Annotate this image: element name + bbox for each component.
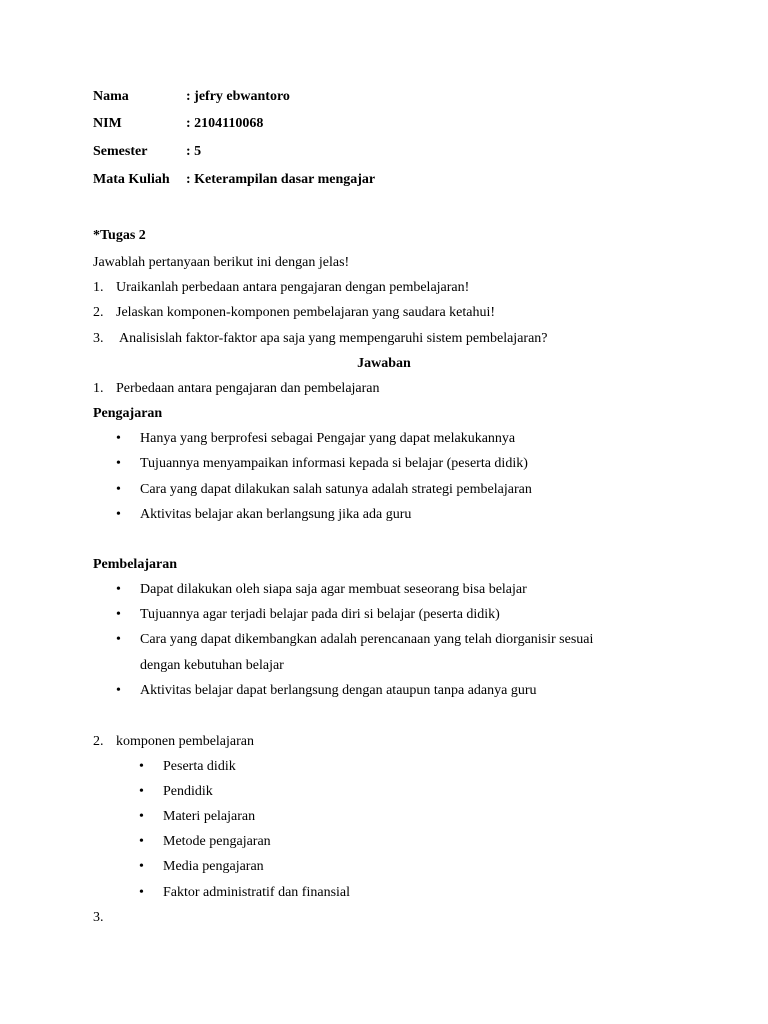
answer-number: 1.	[93, 381, 104, 396]
answer-title: komponen pembelajaran	[116, 734, 255, 749]
bullet-icon: •	[116, 507, 121, 522]
bullet-icon: •	[139, 885, 144, 900]
label-nama: Nama	[93, 89, 129, 104]
bullet-icon: •	[116, 582, 121, 597]
value-nama: : jefry ebwantoro	[186, 89, 290, 104]
value-nim: : 2104110068	[186, 116, 264, 131]
list-item: Tujuannya agar terjadi belajar pada diri si belajar (peserta didik)	[140, 607, 500, 622]
bullet-icon: •	[139, 834, 144, 849]
label-mata-kuliah: Mata Kuliah	[93, 172, 170, 187]
list-item: Pendidik	[163, 784, 213, 799]
task-instruction: Jawablah pertanyaan berikut ini dengan jelas!	[93, 255, 350, 270]
list-item-continuation: dengan kebutuhan belajar	[140, 658, 284, 673]
question-text: Jelaskan komponen-komponen pembelajaran yang saudara ketahui!	[116, 305, 496, 320]
list-item: Aktivitas belajar akan berlangsung jika ada guru	[140, 507, 412, 522]
value-mata-kuliah: : Keterampilan dasar mengajar	[186, 172, 376, 187]
question-text: Analisislah faktor-faktor apa saja yang mempengaruhi sistem pembelajaran?	[119, 331, 548, 346]
bullet-icon: •	[139, 759, 144, 774]
list-item: Faktor administratif dan finansial	[163, 885, 351, 900]
list-item: Hanya yang berprofesi sebagai Pengajar yang dapat melakukannya	[140, 431, 516, 446]
section-heading-pembelajaran: Pembelajaran	[93, 557, 177, 572]
bullet-icon: •	[116, 632, 121, 647]
task-heading: *Tugas 2	[93, 228, 146, 243]
bullet-icon: •	[116, 431, 121, 446]
list-item: Media pengajaran	[163, 859, 264, 874]
list-item: Materi pelajaran	[163, 809, 256, 824]
bullet-icon: •	[116, 607, 121, 622]
question-number: 2.	[93, 305, 104, 320]
list-item: Tujuannya menyampaikan informasi kepada si belajar (peserta didik)	[140, 456, 528, 471]
answer-title: Perbedaan antara pengajaran dan pembelajaran	[116, 381, 380, 396]
bullet-icon: •	[116, 482, 121, 497]
list-item: Metode pengajaran	[163, 834, 271, 849]
answer-heading: Jawaban	[357, 356, 411, 371]
label-semester: Semester	[93, 144, 148, 159]
bullet-icon: •	[139, 809, 144, 824]
question-number: 1.	[93, 280, 104, 295]
bullet-icon: •	[116, 456, 121, 471]
answer-number: 2.	[93, 734, 104, 749]
label-nim: NIM	[93, 116, 122, 131]
bullet-icon: •	[139, 859, 144, 874]
section-heading-pengajaran: Pengajaran	[93, 406, 163, 421]
list-item: Cara yang dapat dikembangkan adalah perencanaan yang telah diorganisir sesuai	[140, 632, 594, 647]
bullet-icon: •	[139, 784, 144, 799]
question-text: Uraikanlah perbedaan antara pengajaran dengan pembelajaran!	[116, 280, 470, 295]
list-item: Aktivitas belajar dapat berlangsung dengan ataupun tanpa adanya guru	[140, 683, 537, 698]
question-number: 3.	[93, 331, 104, 346]
list-item: Dapat dilakukan oleh siapa saja agar membuat seseorang bisa belajar	[140, 582, 527, 597]
answer-number: 3.	[93, 910, 104, 925]
bullet-icon: •	[116, 683, 121, 698]
value-semester: : 5	[186, 144, 202, 159]
list-item: Cara yang dapat dilakukan salah satunya adalah strategi pembelajaran	[140, 482, 532, 497]
list-item: Peserta didik	[163, 759, 236, 774]
